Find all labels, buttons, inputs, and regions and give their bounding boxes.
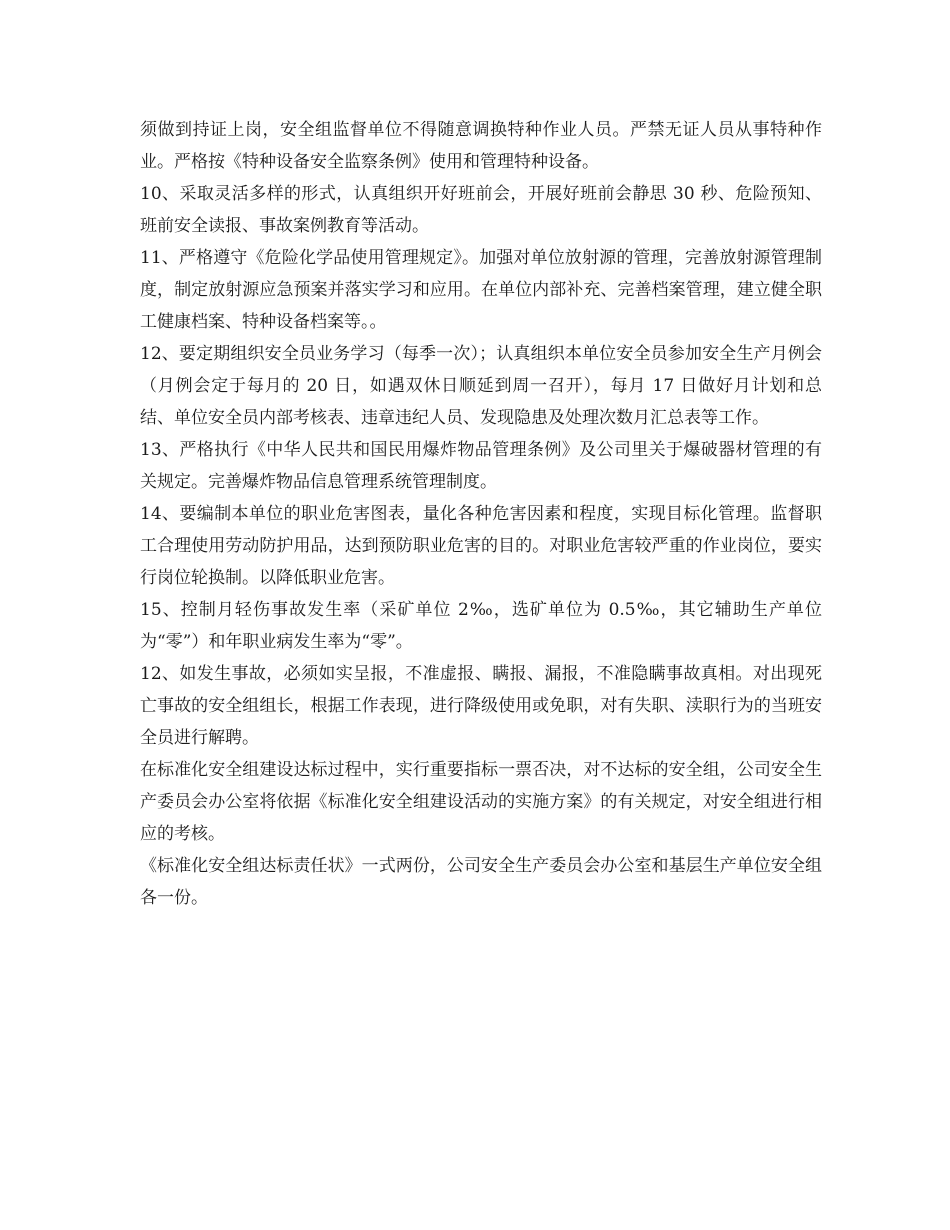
paragraph-item-13: 13、严格执行《中华人民共和国民用爆炸物品管理条例》及公司里关于爆破器材管理的有关规定。完善爆炸物品信息管理系统管理制度。 (140, 440, 822, 492)
paragraph-continuation: 须做到持证上岗，安全组监督单位不得随意调换特种作业人员。严禁无证人员从事特种作业。严格按《特种设备安全监察条例》使用和管理特种设备。 (140, 120, 822, 172)
paragraph-item-12: 12、要定期组织安全员业务学习（每季一次）；认真组织本单位安全员参加安全生产月例会（月例会定于每月的 20 日，如遇双休日顺延到周一召开），每月 17 日做好月计划和总结、单位安全员内部考核表、违章违纪人员、发现隐患及处理次数月汇总表等工作。 (140, 344, 822, 428)
paragraph-copies: 《标准化安全组达标责任状》一式两份，公司安全生产委员会办公室和基层生产单位安全组各一份。 (140, 856, 822, 908)
paragraph-item-14: 14、要编制本单位的职业危害图表，量化各种危害因素和程度，实现目标化管理。监督职工合理使用劳动防护用品，达到预防职业危害的目的。对职业危害较严重的作业岗位，要实行岗位轮换制。以降低职业危害。 (140, 504, 822, 588)
document-body (140, 114, 822, 914)
paragraph-item-10: 10、采取灵活多样的形式，认真组织开好班前会，开展好班前会静思 30 秒、危险预知、班前安全读报、事故案例教育等活动。 (140, 184, 822, 236)
paragraph-assessment: 在标准化安全组建设达标过程中，实行重要指标一票否决，对不达标的安全组，公司安全生产委员会办公室将依据《标准化安全组建设活动的实施方案》的有关规定，对安全组进行相应的考核。 (140, 760, 822, 844)
paragraph-item-11: 11、严格遵守《危险化学品使用管理规定》。加强对单位放射源的管理，完善放射源管理制度，制定放射源应急预案并落实学习和应用。在单位内部补充、完善档案管理，建立健全职工健康档案、特种设备档案等。。 (140, 248, 822, 332)
paragraph-item-15: 15、控制月轻伤事故发生率（采矿单位 2‰，选矿单位为 0.5‰，其它辅助生产单位为“零”）和年职业病发生率为“零”。 (140, 600, 822, 652)
paragraph-item-12-accident: 12、如发生事故，必须如实呈报，不准虚报、瞒报、漏报，不准隐瞒事故真相。对出现死亡事故的安全组组长，根据工作表现，进行降级使用或免职，对有失职、渎职行为的当班安全员进行解聘。 (140, 664, 822, 748)
